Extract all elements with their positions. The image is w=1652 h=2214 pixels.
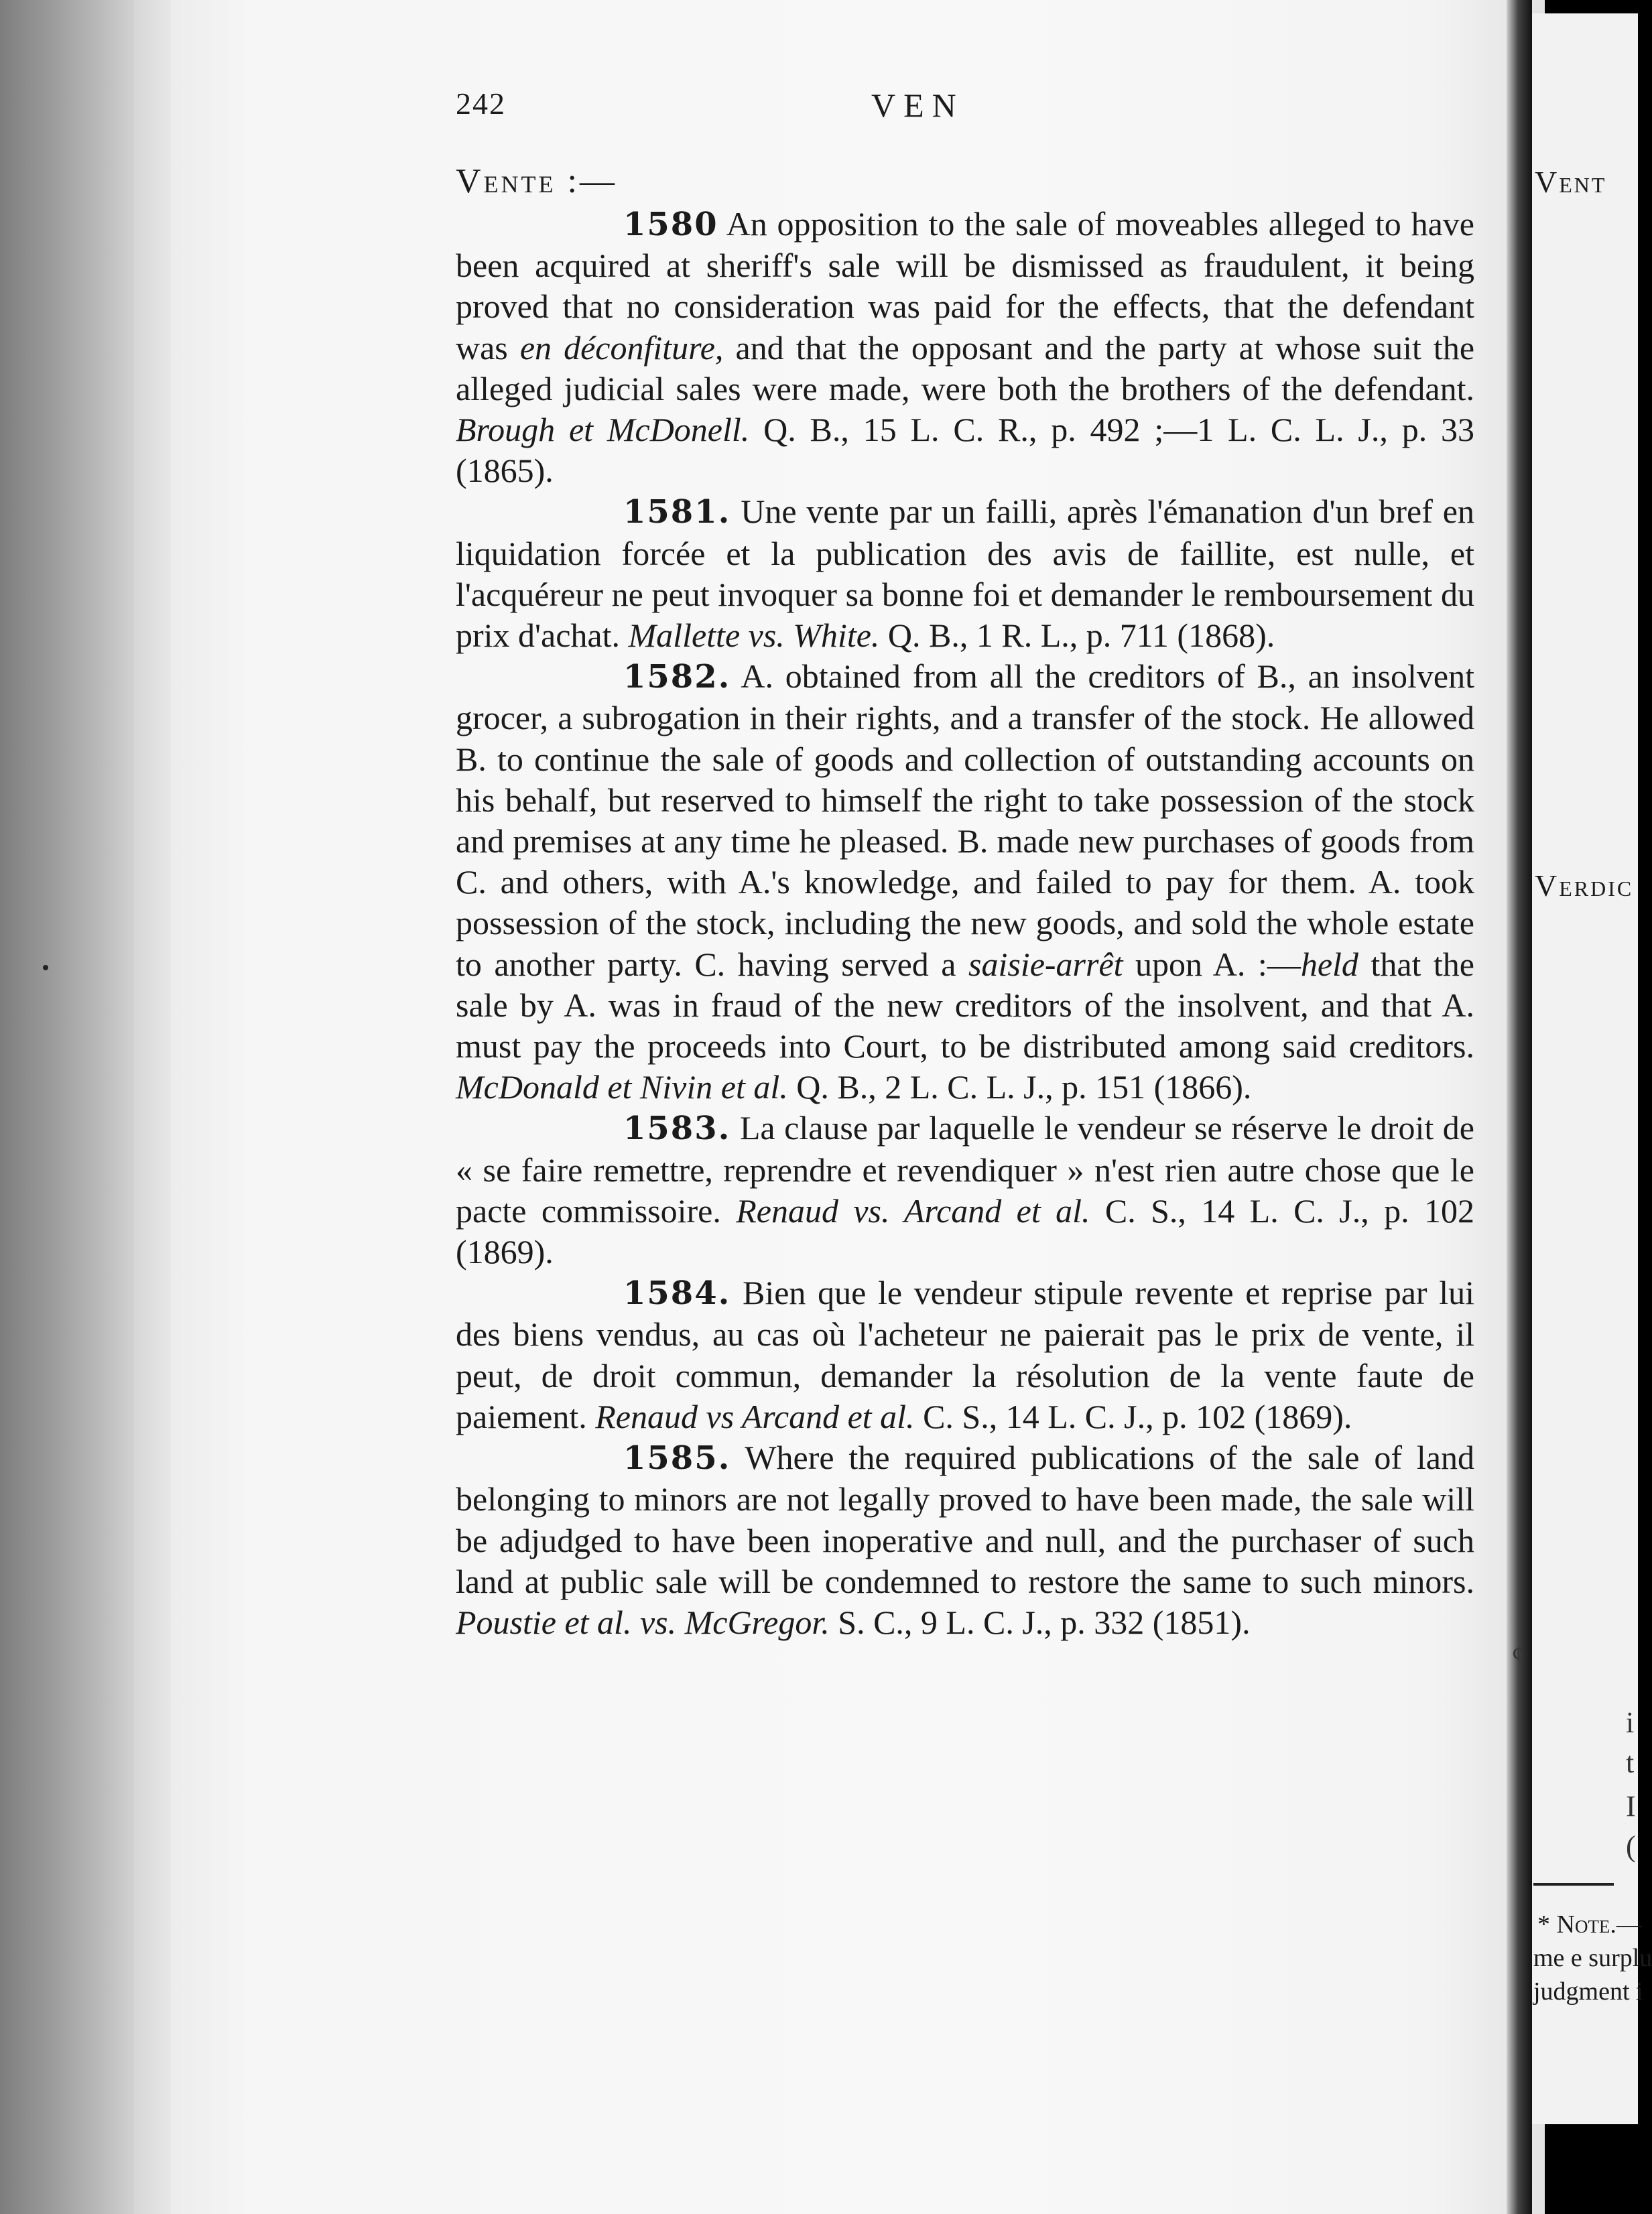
- italic-citation: Brough et McDonell.: [456, 411, 750, 449]
- entry-text: An opposition to the sale of moveables alleged to have been acquired at sheriff's sale will be dismissed as fraudulent, it being proved that no consideration was paid for the effects, that the defendant was: [456, 205, 1474, 367]
- entry-text: and that the opposant and the party at whose suit the alleged judicial sales were made, were both the brothers of the defendant.: [456, 328, 1475, 407]
- entry-text: Une vente par un failli, après l'émanation d'un bref en liquidation forcée et la publication des avis de faillite, est nulle, et l'acquéreur ne peut invoquer sa bonne foi et demander le remboursement du prix d'achat.: [456, 493, 1474, 655]
- entry-text: La clause par laquelle le vendeur se réserve le droit de « se faire remettre, reprendre et revendiquer » n'est rien autre chose que le pacte commissoire.: [456, 1109, 1474, 1230]
- footnote-line: me e surplu: [1533, 1944, 1652, 1972]
- next-page-fragment-char: ¢: [1512, 1642, 1523, 1667]
- footnote-rule: [1533, 1883, 1614, 1886]
- entry-text: that the sale by A. was in fraud of the new creditors of the insolvent, and that A. must pay the proceeds into Court, to be distributed among said creditors.: [456, 945, 1474, 1065]
- case-entry: [456, 656, 1474, 1108]
- case-entry: [456, 491, 1474, 656]
- entry-text: Q. B., 2 L. C. L. J., p. 151 (1866).: [787, 1068, 1252, 1106]
- italic-citation: saisie-arrêt: [968, 945, 1123, 983]
- next-page-fragment-char: i: [1626, 1706, 1635, 1739]
- italic-citation: Renaud vs. Arcand et al.: [736, 1191, 1090, 1230]
- italic-citation: Poustie et al. vs. McGregor.: [456, 1603, 830, 1641]
- next-page-fragment-char: t: [1626, 1746, 1635, 1779]
- case-number: 1582.: [623, 658, 731, 696]
- next-page-fragment-char: (: [1626, 1830, 1636, 1863]
- section-heading: Vente :—: [456, 162, 617, 200]
- italic-citation: McDonald et Nivin et al.: [456, 1068, 788, 1106]
- case-number: 1584.: [623, 1275, 731, 1313]
- footnote-line: * Note.—: [1537, 1910, 1642, 1939]
- case-number: 1580: [623, 206, 718, 243]
- page-number: 242: [456, 86, 506, 121]
- binding-gutter: [0, 0, 141, 2214]
- entry-text: Where the required publications of the sale of land belonging to minors are not legally proved to have been made, the sale will be adjudged to have been inoperative and null, and the purchaser of such land at public sale will be condemned to restore the same to such minors.: [456, 1439, 1474, 1600]
- page-fold: [1507, 0, 1532, 2214]
- next-page-heading: Verdic: [1535, 868, 1634, 903]
- case-entries: [456, 204, 1474, 1643]
- next-page-fragment: [1512, 13, 1652, 2124]
- case-text-block: [456, 161, 1474, 1643]
- case-entry: [456, 1437, 1474, 1643]
- case-number: 1585.: [623, 1439, 731, 1478]
- next-page-fragment-char: I: [1626, 1790, 1636, 1823]
- case-entry: [456, 1108, 1474, 1273]
- running-head: VEN: [871, 86, 964, 124]
- entry-text: upon A. :—: [1123, 945, 1301, 983]
- next-page-heading: Vent: [1535, 165, 1607, 199]
- entry-text: S. C., 9 L. C. J., p. 332 (1851).: [829, 1603, 1251, 1641]
- case-entry: [456, 204, 1474, 491]
- page-header: [456, 86, 1501, 139]
- footnote-line: judgment i: [1533, 1977, 1643, 2006]
- case-entry: [456, 1273, 1474, 1437]
- entry-text: Q. B., 15 L. C. R., p. 492 ;—1 L. C. L. J., p. 33 (1865).: [456, 411, 1475, 490]
- entry-text: Bien que le vendeur stipule revente et reprise par lui des biens vendus, au cas où l'acheteur ne paierait pas le prix de vente, il peut, de droit commun, demander la résolution de la vente faute de paiement.: [456, 1274, 1474, 1435]
- italic-citation: en déconfiture,: [519, 328, 724, 367]
- entry-text: C. S., 14 L. C. J., p. 102 (1869).: [914, 1397, 1352, 1435]
- italic-citation: Mallette vs. White.: [628, 616, 880, 655]
- entry-text: A. obtained from all the creditors of B., an insolvent grocer, a subrogation in their rights, and a transfer of the stock. He allowed B. to continue the sale of goods and collection of outstanding accounts on his behalf, but reserved to himself the right to take possession of the stock and premises at any time he pleased. B. made new purchases of goods from C. and others, with A.'s knowledge, and failed to pay for them. A. took possession of the stock, including the new goods, and sold the whole estate to another party. C. having served a: [456, 657, 1474, 983]
- italic-citation: held: [1300, 945, 1358, 983]
- case-number: 1583.: [623, 1110, 731, 1148]
- entry-text: Q. B., 1 R. L., p. 711 (1868).: [879, 616, 1275, 655]
- entry-text: C. S., 14 L. C. J., p. 102 (1869).: [456, 1191, 1474, 1271]
- scan-speck: [43, 965, 48, 970]
- case-number: 1581.: [623, 493, 731, 531]
- italic-citation: Renaud vs Arcand et al.: [595, 1397, 915, 1435]
